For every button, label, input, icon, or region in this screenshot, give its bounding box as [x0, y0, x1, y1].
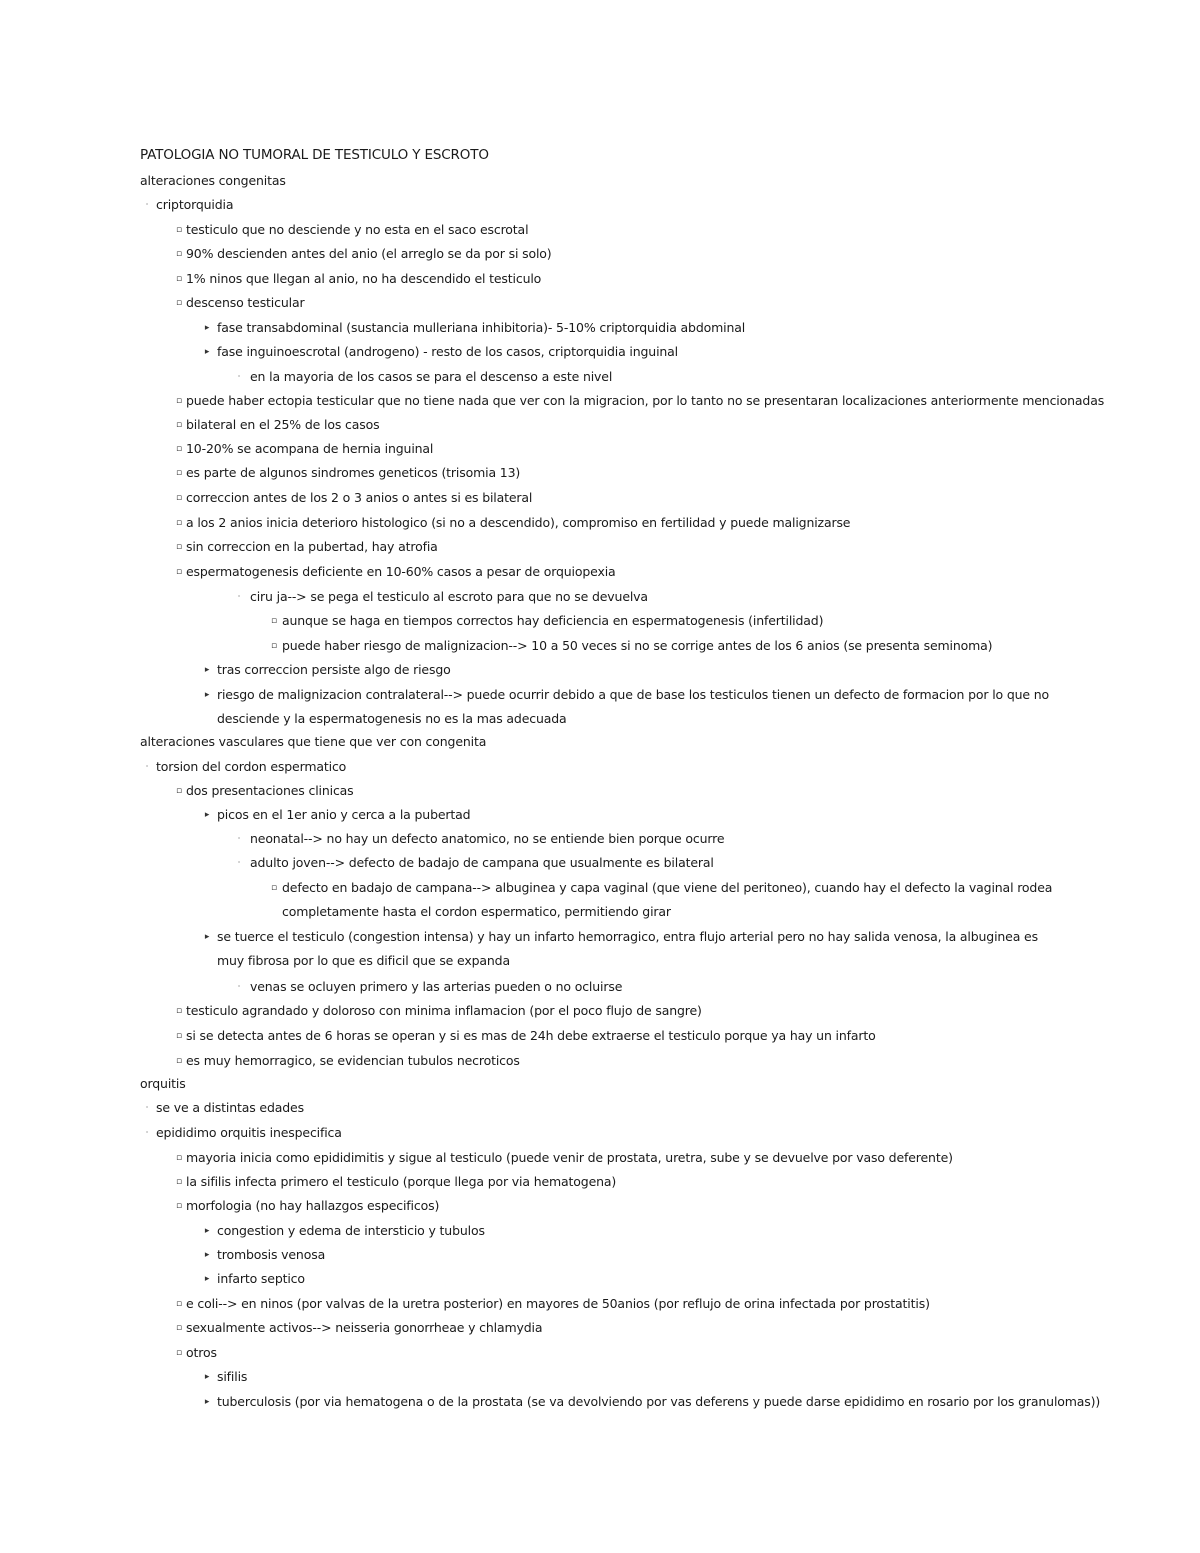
list-item-text: neonatal--> no hay un defecto anatomico, no se entiende bien porque ocurre [250, 831, 725, 846]
list-item-text: orquitis [140, 1076, 186, 1091]
list-item-text: torsion del cordon espermatico [156, 759, 347, 774]
list-item-text: testiculo que no desciende y no esta en el saco escrotal [186, 222, 529, 237]
list-item-text: dos presentaciones clinicas [186, 783, 354, 798]
bullet-triangle-icon: ▸ [204, 1250, 210, 1260]
bullet-square-icon: ▫ [271, 641, 277, 651]
bullet-square-icon: ▫ [176, 225, 182, 235]
list-item-text: alteraciones vasculares que tiene que ver con congenita [140, 734, 487, 749]
list-item [0, 925, 1038, 968]
bullet-triangle-icon: ▸ [204, 1274, 210, 1284]
bullet-dot-icon: · [145, 1128, 149, 1137]
list-item-text: 90% descienden antes del anio (el arreglo se da por si solo) [186, 246, 552, 261]
list-item-text: otros [186, 1345, 217, 1360]
list-item-text: si se detecta antes de 6 horas se operan y si es mas de 24h debe extraerse el testiculo porque ya hay un infarto [186, 1028, 876, 1043]
list-item-text: se tuerce el testiculo (congestion intensa) y hay un infarto hemorragico, entra flujo arterial pero no hay salida venosa, la albuginea es muy fibrosa por lo que es dificil que se expanda [217, 929, 1038, 968]
bullet-dot-icon: · [237, 982, 241, 991]
bullet-square-icon: ▫ [176, 1201, 182, 1211]
list-item-text: testiculo agrandado y doloroso con minima inflamacion (por el poco flujo de sangre) [186, 1003, 702, 1018]
list-item-text: adulto joven--> defecto de badajo de campana que usualmente es bilateral [250, 855, 714, 870]
bullet-square-icon: ▫ [176, 493, 182, 503]
list-item-text: PATOLOGIA NO TUMORAL DE TESTICULO Y ESCROTO [140, 147, 489, 163]
bullet-triangle-icon: ▸ [204, 1226, 210, 1236]
bullet-square-icon: ▫ [176, 396, 182, 406]
bullet-square-icon: ▫ [176, 542, 182, 552]
list-item-text: tuberculosis (por via hematogena o de la prostata (se va devolviendo por vas deferens y puede darse epididimo en rosario por los granulomas)) [217, 1394, 1101, 1409]
list-item-text: picos en el 1er anio y cerca a la pubertad [217, 807, 471, 822]
bullet-square-icon: ▫ [176, 786, 182, 796]
list-item-text: trombosis venosa [217, 1247, 326, 1262]
bullet-square-icon: ▫ [176, 1299, 182, 1309]
list-item-text: tras correccion persiste algo de riesgo [217, 662, 451, 677]
list-item-text: morfologia (no hay hallazgos especificos) [186, 1198, 440, 1213]
bullet-square-icon: ▫ [176, 567, 182, 577]
bullet-triangle-icon: ▸ [204, 347, 210, 357]
bullet-square-icon: ▫ [176, 274, 182, 284]
list-item-text: fase inguinoescrotal (androgeno) - resto de los casos, criptorquidia inguinal [217, 344, 678, 359]
list-item-text: la sifilis infecta primero el testiculo (porque llega por via hematogena) [186, 1174, 617, 1189]
bullet-square-icon: ▫ [176, 420, 182, 430]
list-item [0, 876, 1053, 919]
bullet-triangle-icon: ▸ [204, 810, 210, 820]
list-item-text: sexualmente activos--> neisseria gonorrheae y chlamydia [186, 1320, 543, 1335]
bullet-dot-icon: · [145, 200, 149, 209]
bullet-triangle-icon: ▸ [204, 932, 210, 942]
list-item-text: puede haber ectopia testicular que no tiene nada que ver con la migracion, por lo tanto no se presentaran localizaciones anteriormente mencionadas [186, 393, 1105, 408]
list-item [0, 683, 1050, 726]
bullet-dot-icon: · [237, 858, 241, 867]
bullet-triangle-icon: ▸ [204, 690, 210, 700]
list-item-text: alteraciones congenitas [140, 173, 286, 188]
bullet-square-icon: ▫ [271, 616, 277, 626]
bullet-square-icon: ▫ [176, 1348, 182, 1358]
bullet-triangle-icon: ▸ [204, 665, 210, 675]
list-item-text: ciru ja--> se pega el testiculo al escroto para que no se devuelva [250, 589, 648, 604]
bullet-square-icon: ▫ [271, 883, 277, 893]
list-item-text: congestion y edema de intersticio y tubulos [217, 1223, 485, 1238]
list-item-text: espermatogenesis deficiente en 10-60% casos a pesar de orquiopexia [186, 564, 616, 579]
list-item-text: mayoria inicia como epididimitis y sigue al testiculo (puede venir de prostata, uretra, sube y se devuelve por vaso deferente) [186, 1150, 953, 1165]
bullet-triangle-icon: ▸ [204, 1372, 210, 1382]
list-item-text: descenso testicular [186, 295, 305, 310]
list-item-text: sifilis [217, 1369, 248, 1384]
bullet-square-icon: ▫ [176, 1006, 182, 1016]
list-item-text: es parte de algunos sindromes geneticos (trisomia 13) [186, 465, 521, 480]
bullet-dot-icon: · [237, 834, 241, 843]
bullet-square-icon: ▫ [176, 1153, 182, 1163]
bullet-square-icon: ▫ [176, 1056, 182, 1066]
bullet-square-icon: ▫ [176, 468, 182, 478]
bullet-square-icon: ▫ [176, 518, 182, 528]
bullet-dot-icon: · [145, 762, 149, 771]
bullet-triangle-icon: ▸ [204, 1397, 210, 1407]
list-item-text: a los 2 anios inicia deterioro histologico (si no a descendido), compromiso en fertilidad y puede malignizarse [186, 515, 851, 530]
list-item-text: defecto en badajo de campana--> albuginea y capa vaginal (que viene del peritoneo), cuando hay el defecto la vaginal rodea completamente hasta el cordon espermatico, permitiendo girar [282, 880, 1053, 919]
bullet-triangle-icon: ▸ [204, 323, 210, 333]
list-item-text: infarto septico [217, 1271, 305, 1286]
list-item-text: 1% ninos que llegan al anio, no ha descendido el testiculo [186, 271, 542, 286]
bullet-square-icon: ▫ [176, 1177, 182, 1187]
list-item-text: en la mayoria de los casos se para el descenso a este nivel [250, 369, 613, 384]
list-item-text: venas se ocluyen primero y las arterias pueden o no ocluirse [250, 979, 623, 994]
bullet-square-icon: ▫ [176, 444, 182, 454]
list-item-text: epididimo orquitis inespecifica [156, 1125, 342, 1140]
bullet-square-icon: ▫ [176, 298, 182, 308]
bullet-dot-icon: · [237, 372, 241, 381]
list-item-text: sin correccion en la pubertad, hay atrofia [186, 539, 438, 554]
list-item-text: es muy hemorragico, se evidencian tubulos necroticos [186, 1053, 520, 1068]
list-item-text: riesgo de malignizacion contralateral--> puede ocurrir debido a que de base los testiculos tienen un defecto de formacion por lo que no desciende y la espermatogenesis no es la mas adecuada [217, 687, 1050, 726]
bullet-dot-icon: · [237, 592, 241, 601]
list-item-text: fase transabdominal (sustancia mulleriana inhibitoria)- 5-10% criptorquidia abdominal [217, 320, 746, 335]
list-item-text: criptorquidia [156, 197, 234, 212]
bullet-dot-icon: · [145, 1103, 149, 1112]
list-item-text: puede haber riesgo de malignizacion--> 10 a 50 veces si no se corrige antes de los 6 anios (se presenta seminoma) [282, 638, 993, 653]
list-item-text: aunque se haga en tiempos correctos hay deficiencia en espermatogenesis (infertilidad) [282, 613, 824, 628]
list-item-text: se ve a distintas edades [156, 1100, 304, 1115]
list-item-text: 10-20% se acompana de hernia inguinal [186, 441, 434, 456]
list-item-text: e coli--> en ninos (por valvas de la uretra posterior) en mayores de 50anios (por reflujo de orina infectada por prostatitis) [186, 1296, 930, 1311]
bullet-square-icon: ▫ [176, 1323, 182, 1333]
bullet-square-icon: ▫ [176, 249, 182, 259]
list-item-text: bilateral en el 25% de los casos [186, 417, 380, 432]
list-item-text: correccion antes de los 2 o 3 anios o antes si es bilateral [186, 490, 533, 505]
bullet-square-icon: ▫ [176, 1031, 182, 1041]
